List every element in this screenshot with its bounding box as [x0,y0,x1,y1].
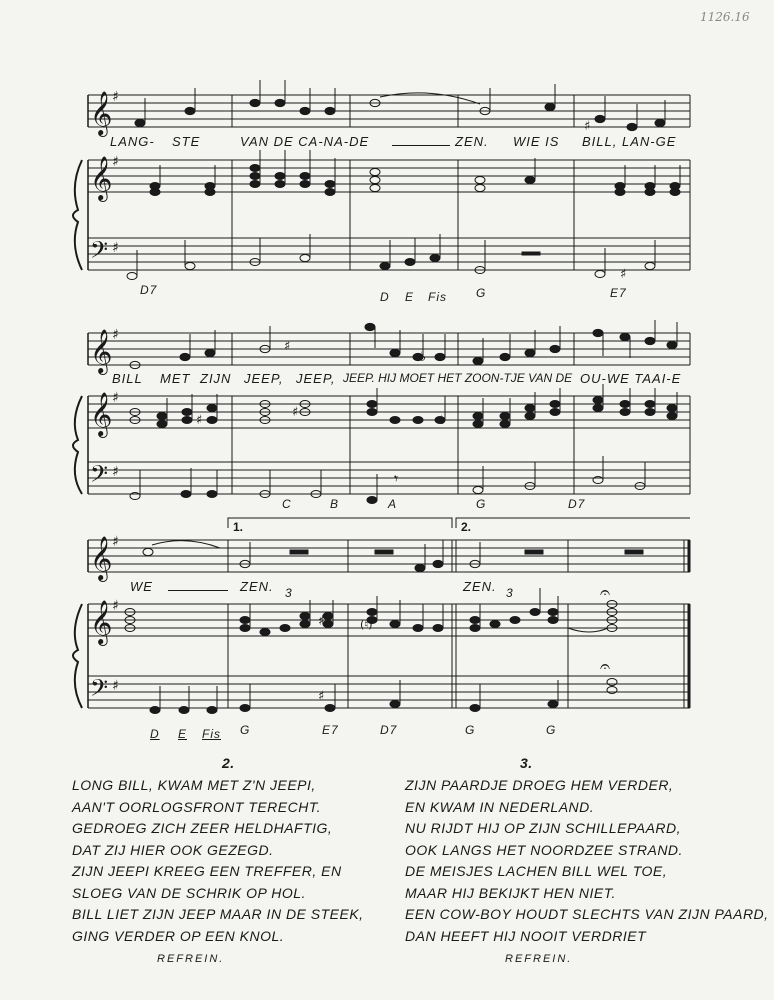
lyric-syllable: OU-WE TAAI-E [580,371,682,386]
verse-line: LONG BILL, KWAM MET Z'N JEEPI, [72,777,316,793]
treble-clef-icon: 𝄞 [90,156,113,200]
lyric-syllable: BILL [112,371,143,386]
flat-icon: ♭ [420,350,427,365]
verse-line: GEDROEG ZICH ZEER HELDHAFTIG, [72,820,333,836]
sharp-icon: ♯ [318,689,325,704]
verse-line: ZIJN JEEPI KREEG EEN TREFFER, EN [72,863,342,879]
fermata-icon: 𝄐 [600,582,611,603]
sharp-icon: ♯ [112,154,119,170]
chord-symbol: E [178,727,188,741]
flat-icon: ♭ [440,413,447,428]
refrain-label: REFREIN. [157,953,225,965]
eighth-rest-icon: 𝄾 [262,624,266,640]
system2-vocal-staff [88,333,690,365]
handwritten-catalog-note: 1126.16 [700,10,750,24]
verse-line: AAN'T OORLOGSFRONT TERECHT. [72,798,322,815]
verse-number: 2. [222,755,235,771]
verse-line: ZIJN PAARDJE DROEG HEM VERDER, [405,777,674,793]
sharp-icon: ♯ [112,327,119,343]
chord-symbol: A [388,497,398,511]
lyric-syllable: WIE IS [513,134,560,149]
verse-2 [72,755,364,965]
chord-symbol: E [405,290,415,304]
verse-line: OOK LANGS HET NOORDZEE STRAND. [405,841,683,858]
volta-2-label: 2. [461,520,472,534]
lyric-extender-line [392,145,450,146]
chord-symbol: Fis [428,290,447,304]
volta-1-label: 1. [233,520,244,534]
sharp-icon: ♯ [292,405,299,420]
chord-symbol: D [380,290,390,304]
treble-clef-icon: 𝄞 [90,536,113,580]
triplet-marker: 3 [506,586,513,600]
verse-line: DE MEISJES LACHEN BILL WEL TOE, [405,863,668,879]
treble-clef-icon: 𝄞 [90,329,113,373]
verse-line: NU RIJDT HIJ OP ZIJN SCHILLEPAARD, [405,820,682,836]
chord-symbol: G [240,723,251,737]
chord-symbol: G [465,723,476,737]
chord-symbol: G [476,286,487,300]
bass-clef-icon: 𝄢 [90,236,109,269]
chord-symbol: E7 [322,723,339,737]
chord-symbol: Fis [202,727,221,741]
lyric-syllable: ZEN. [240,579,274,594]
triplet-marker: 3 [285,586,292,600]
notes-layer [125,80,680,714]
sharp-icon: ♯ [284,339,291,354]
lyric-syllable: JEEP, [296,371,336,386]
verse-line: GING VERDER OP EEN KNOL. [72,927,285,944]
lyric-syllable: WE [130,579,153,594]
chord-symbol: D [150,727,160,741]
refrain-label: REFREIN. [505,953,573,965]
verse-3 [405,755,769,965]
lyric-syllable: STE [172,134,201,149]
bass-clef-icon: 𝄢 [90,674,109,707]
system1-piano-treble-staff [88,160,690,192]
sharp-icon: ♯ [620,267,627,282]
chord-symbol: D7 [380,723,398,737]
chord-symbol: E7 [610,286,627,300]
lyric-syllable: ZEN. [463,579,497,594]
chord-symbol: B [330,497,340,511]
natural-paren-icon: (♮) [360,618,373,631]
lyric-syllable: VAN DE CA-NA-DE [240,134,370,149]
lyric-syllable: MET [160,371,191,386]
lyric-syllable: BILL, LAN-GE [582,134,677,149]
verse-line: BILL LIET ZIJN JEEP MAAR IN DE STEEK, [72,906,364,922]
chord-symbol: G [546,723,557,737]
verse-line: DAN HEEFT HIJ NOOIT VERDRIET [405,927,647,944]
sharp-icon: ♯ [112,390,119,406]
verse-line: DAT ZIJ HIER OOK GEZEGD. [72,841,274,858]
system3-vocal-staff [88,540,690,572]
treble-clef-icon: 𝄞 [90,600,113,644]
treble-clef-icon: 𝄞 [90,392,113,436]
verse-number: 3. [520,755,533,771]
sharp-icon: ♯ [112,464,119,480]
bass-clef-icon: 𝄢 [90,460,109,493]
chord-symbol: G [476,497,487,511]
chord-symbol: C [282,497,292,511]
sharp-icon: ♯ [584,119,591,134]
eighth-rest-icon: 𝄾 [394,469,399,488]
verse-line: MAAR HIJ BEKIJKT HEN NIET. [405,884,616,901]
chord-symbol: D7 [568,497,586,511]
verse-line: EEN COW-BOY HOUDT SLECHTS VAN ZIJN PAARD, [405,906,769,922]
sharp-icon: ♯ [318,614,325,629]
treble-clef-icon: 𝄞 [90,91,113,135]
sharp-icon: ♯ [112,678,119,694]
lyric-syllable: JEEP, [244,371,284,386]
sharp-icon: ♯ [196,413,203,428]
verse-line: SLOEG VAN DE SCHRIK OP HOL. [72,884,306,901]
sharp-icon: ♯ [112,534,119,550]
lyric-syllable: ZIJN [200,371,232,386]
lyric-syllable: ZEN. [455,134,489,149]
sharp-icon: ♯ [112,89,119,105]
fermata-icon: 𝄐 [600,656,611,677]
lyric-syllable: JEEP. HIJ MOET HET ZOON-TJE VAN DE [343,371,573,385]
sharp-icon: ♯ [112,598,119,614]
lyric-syllable: LANG- [110,134,155,149]
verse-line: EN KWAM IN NEDERLAND. [405,798,595,815]
lyric-extender-line [168,590,228,591]
sharp-icon: ♯ [112,240,119,256]
chord-symbol: D7 [140,283,158,297]
